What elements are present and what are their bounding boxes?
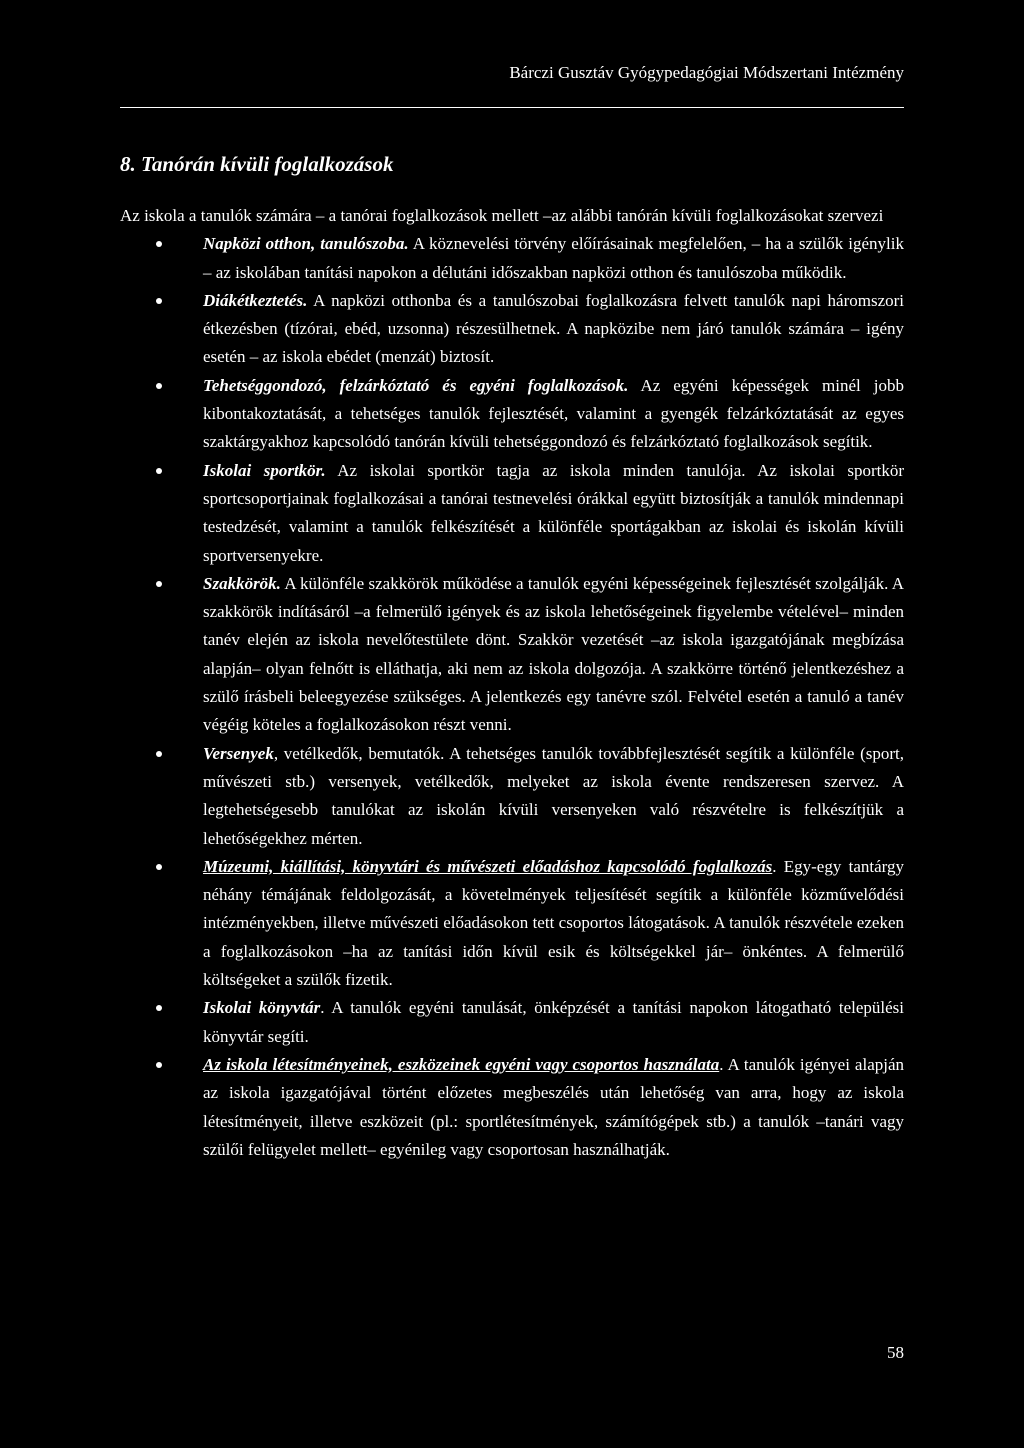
- item-text: . A tanulók egyéni tanulását, önképzését a tanítási napokon látogatható települési könyvtár segíti.: [203, 998, 905, 1046]
- item-title: Iskolai sportkör.: [203, 460, 326, 480]
- item-text: . Egy-egy tantárgy néhány témájának feldolgozását, a követelmények teljesítését segítik a különféle közművelődési intézményekben, illetve művészeti előadásokon tett csoportos látogatások. A tanulók részvétele ezeken a foglalkozásokon –ha az tanítási időn kívül esik és költségekkel jár– önkéntes. A felmerülő költségeket a szülők fizetik.: [203, 856, 904, 990]
- item-text: Az egyéni képességek minél jobb kibontakoztatását, a tehetséges tanulók fejlesztését, valamint a gyengék felzárkóztatását az egyes szaktárgyakhoz kapcsolódó tanórán kívüli tehetséggondozó és felzárkóztató foglalkozások segítik.: [203, 375, 904, 452]
- intro-paragraph: Az iskola a tanulók számára – a tanórai foglalkozások mellett –az alábbi tanórán kívüli foglalkozásokat szervezi: [120, 206, 884, 225]
- list-item-letesitmenyek: [120, 1051, 904, 1164]
- item-title: Diákétkeztetés.: [203, 290, 308, 310]
- bullet-icon: [156, 1062, 162, 1068]
- bullet-icon: [156, 864, 162, 870]
- section-title: 8. Tanórán kívüli foglalkozások: [120, 152, 394, 176]
- item-text: , vetélkedők, bemutatók. A tehetséges tanulók továbbfejlesztését segítik a különféle (sport, művészeti stb.) versenyek, vetélkedők, melyeket az iskola évente rendszeresen szervez. A legtehetségesebb tanulókat az iskolán kívüli versenyeken való részvételre is felkészítjük a lehetőségekhez mérten.: [203, 743, 904, 848]
- bullet-icon: [156, 581, 162, 587]
- page-header: Bárczi Gusztáv Gyógypedagógiai Módszertani Intézmény: [509, 63, 904, 82]
- list-item-versenyek: [120, 740, 904, 853]
- bullet-icon: [156, 383, 162, 389]
- bullet-icon: [156, 298, 162, 304]
- page-number: 58: [887, 1343, 904, 1362]
- header-divider: [120, 107, 904, 108]
- activity-list: [120, 230, 904, 1164]
- item-title: Az iskola létesítményeinek, eszközeinek egyéni vagy csoportos használata: [203, 1054, 720, 1074]
- item-title: Szakkörök.: [203, 573, 281, 593]
- item-title: Tehetséggondozó, felzárkóztató és egyéni foglalkozások.: [203, 375, 629, 395]
- item-text: A napközi otthonba és a tanulószobai foglalkozásra felvett tanulók napi háromszori étkezésben (tízórai, ebéd, uzsonna) részesülhetnek. A napközibe nem járó tanulók számára – igény esetén – az iskola ebédet (menzát) biztosít.: [203, 290, 904, 367]
- item-title: Versenyek: [203, 743, 274, 763]
- item-text: Az iskolai sportkör tagja az iskola minden tanulója. Az iskolai sportkör sportcsoportjainak foglalkozásai a tanórai testnevelési órákkal együtt biztosítják a tanulók mindennapi testedzését, valamint a tanulók felkészítését a különféle sportágakban az iskolai és iskolán kívüli sportversenyekre.: [203, 460, 904, 565]
- list-item-sportkor: [120, 457, 904, 570]
- list-item-napkozi: [120, 230, 904, 287]
- item-text: A köznevelési törvény előírásainak megfelelően, – ha a szülők igénylik – az iskolában tanítási napokon a délutáni időszakban napközi otthon és tanulószoba működik.: [203, 234, 904, 282]
- item-title: Napközi otthon, tanulószoba.: [203, 234, 409, 254]
- bullet-icon: [156, 1005, 162, 1011]
- list-item-diaketkeztetes: [120, 287, 904, 372]
- item-text: . A tanulók igényei alapján az iskola igazgatójával történt előzetes megbeszélés után lehetőség van arra, hogy az iskola létesítményeit, illetve eszközeit (pl.: sportlétesítmények, számítógépek stb.) a tanulók –tanári vagy szülői felügyelet mellett– egyénileg vagy csoportosan használhatják.: [203, 1054, 905, 1159]
- item-text: A különféle szakkörök működése a tanulók egyéni képességeinek fejlesztését szolgálják. A szakkörök indításáról –a felmerülő igények és az iskola lehetőségeinek figyelembe vételével– minden tanév elején az iskola nevelőtestülete dönt. Szakkör vezetését –az iskola igazgatójának megbízása alapján– olyan felnőtt is elláthatja, aki nem az iskola dolgozója. A szakkörre történő jelentkezéshez a szülő írásbeli beleegyezése szükséges. A jelentkezés egy tanévre szól. Felvétel esetén a tanuló a tanév végéig köteles a foglalkozásokon részt venni.: [203, 573, 904, 735]
- item-title: Iskolai könyvtár: [203, 998, 321, 1018]
- section-body: [120, 202, 904, 1164]
- bullet-icon: [156, 468, 162, 474]
- list-item-konyvtar: [120, 994, 904, 1051]
- item-title: Múzeumi, kiállítási, könyvtári és művészeti előadáshoz kapcsolódó foglalkozás: [203, 856, 773, 876]
- bullet-icon: [156, 241, 162, 247]
- list-item-tehetseggondozo: [120, 372, 904, 457]
- list-item-muzeumi: [120, 853, 904, 994]
- list-item-szakkorok: [120, 570, 904, 740]
- bullet-icon: [156, 751, 162, 757]
